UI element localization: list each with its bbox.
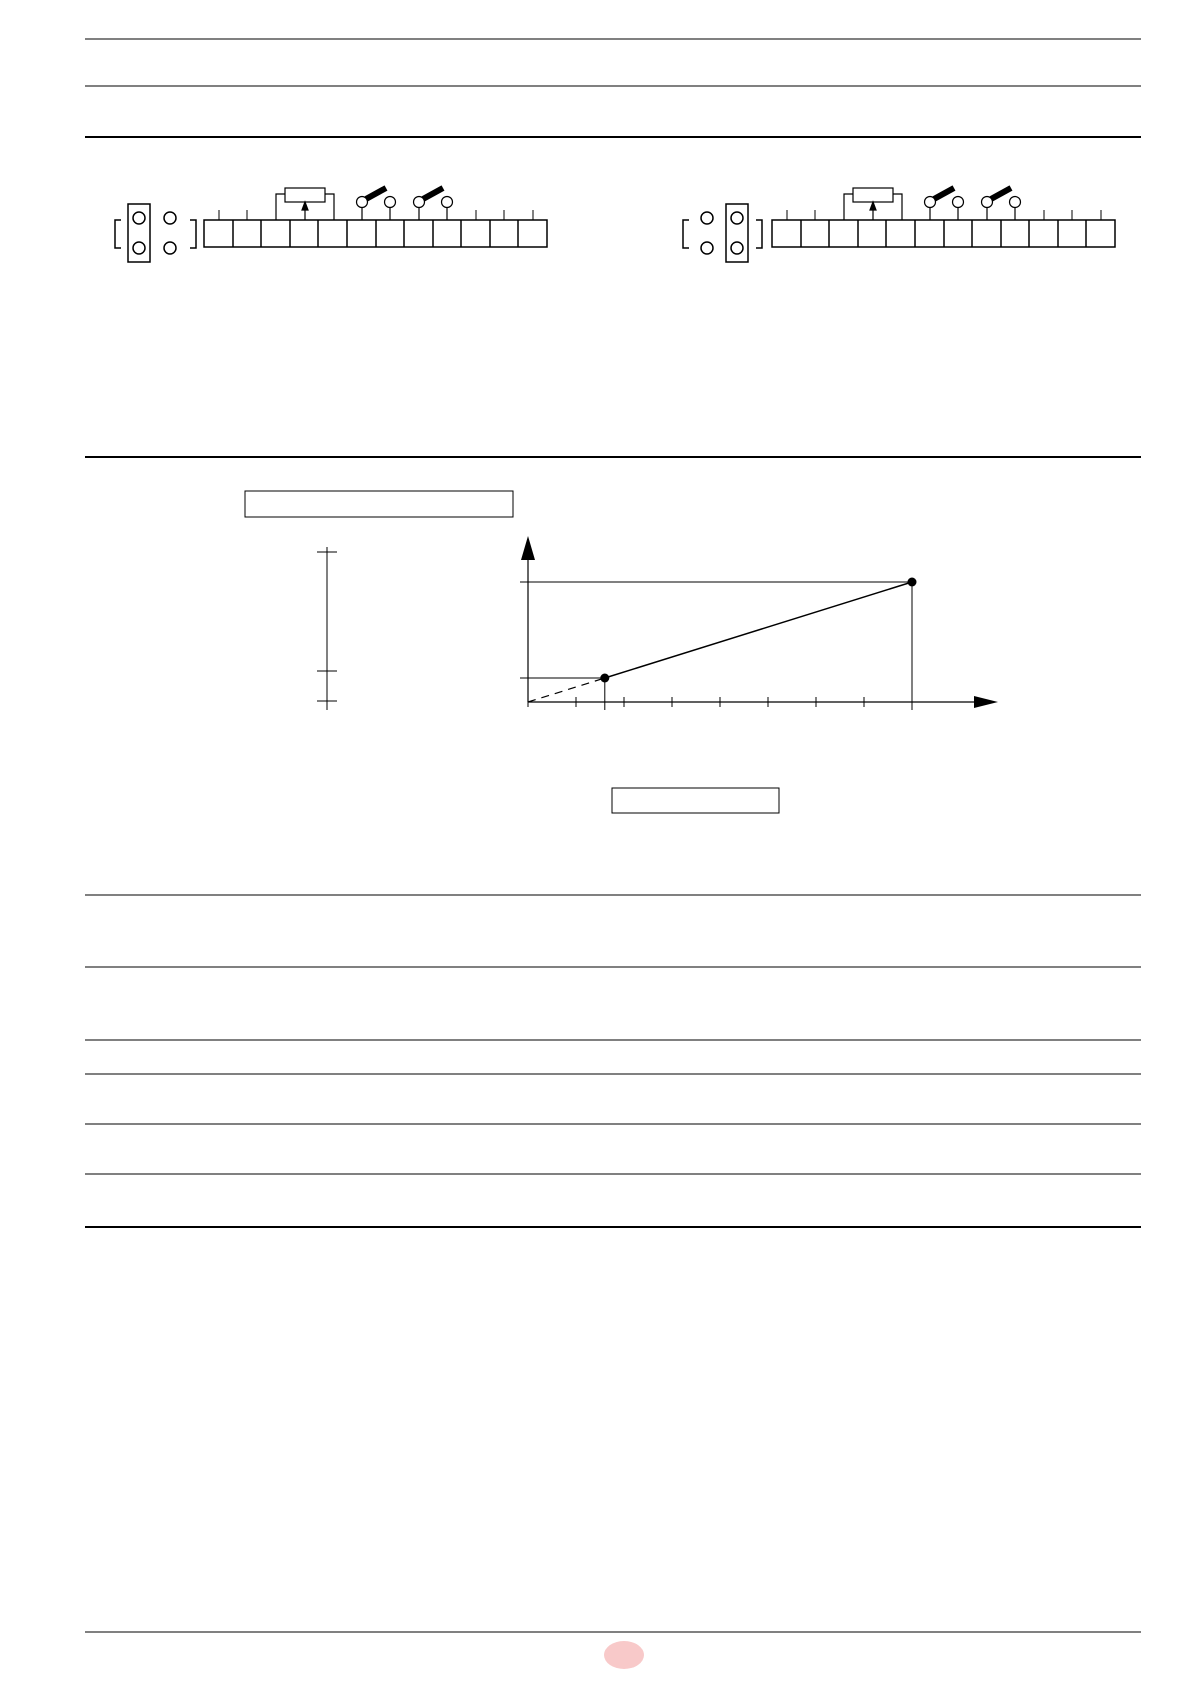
series-line [605, 582, 912, 678]
terminal-dividers [801, 220, 1086, 247]
terminal-ticks [787, 210, 1101, 220]
page-number-badge [604, 1641, 644, 1669]
chart [520, 536, 998, 710]
section-rules [85, 39, 1141, 1632]
wiring-diagram-right [683, 188, 1115, 262]
x-label-box [612, 788, 779, 813]
potentiometer [844, 188, 902, 220]
jumper-bracket-left [683, 220, 689, 248]
jumper-pin [731, 242, 743, 254]
switch-1 [357, 188, 396, 220]
x-axis-arrow [974, 696, 998, 708]
switch-2 [982, 188, 1021, 220]
terminal-dividers [233, 220, 518, 247]
scale-bar [317, 547, 337, 710]
chart-title-box [245, 491, 513, 517]
wiring-diagram-left [115, 188, 547, 262]
jumper-bracket-right [756, 220, 762, 248]
chart-section [245, 491, 779, 813]
y-axis-arrow [521, 536, 535, 560]
open-pin [164, 242, 176, 254]
open-pin [164, 212, 176, 224]
open-pin [701, 212, 713, 224]
terminal-ticks [219, 210, 533, 220]
jumper-bracket-right [190, 220, 196, 248]
data-point [908, 578, 917, 587]
jumper-pin [731, 212, 743, 224]
extrapolation-line [528, 678, 605, 702]
switch-1 [925, 188, 964, 220]
switch-2 [414, 188, 453, 220]
potentiometer [276, 188, 334, 220]
jumper-pin [133, 242, 145, 254]
jumper-pin [133, 212, 145, 224]
open-pin [701, 242, 713, 254]
jumper-bracket-left [115, 220, 121, 248]
data-point [600, 674, 609, 683]
